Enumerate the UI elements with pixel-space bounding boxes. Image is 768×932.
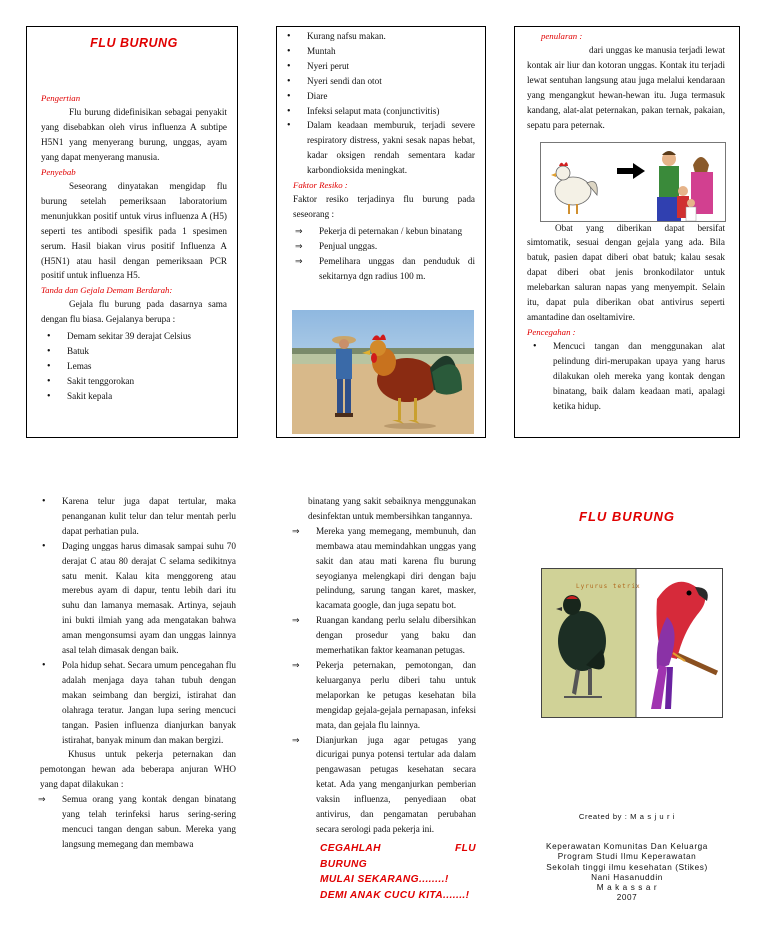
panel-pengertian	[26, 26, 238, 438]
list-item: • Kurang nafsu makan.	[281, 29, 475, 44]
symptom-list-continued	[281, 29, 475, 178]
panel-penularan	[514, 26, 740, 438]
who-recommendation-list	[36, 792, 236, 852]
chicken-to-family-illustration	[540, 142, 726, 222]
list-item: ⇒ Pemelihara unggas dan penduduk di sekitarnya dgn radius 100 m.	[281, 254, 475, 284]
pencegahan-heading: Pencegahan :	[527, 326, 576, 337]
list-item: • Mencuci tangan dan menggunakan alat pelindung diri-merupakan upaya yang harus dilakukan oleh mereka yang kontak dengan binatang, baik dalam keadaan mati, apalagi ketika hidup.	[527, 339, 725, 414]
pengobatan-text: Obat yang diberikan dapat bersifat simtomatik, sesuai dengan gejala yang ada. Bila batuk, pasien dapat diberi obat batuk; kalau sesak dapat diberi obat jenis bronkodilator untuk melebarkan saluran napas yang menyempit. Selain itu, dapat pula diberikan obat antivirus seperti amantadine dan oseltamivire.	[527, 222, 725, 322]
created-by: Created by : M a s j u r i	[578, 812, 676, 821]
parrot-drawing	[637, 569, 723, 717]
list-item: • Diare	[281, 89, 475, 104]
list-item: • Batuk	[41, 344, 227, 359]
list-item: ⇒ Semua orang yang kontak dengan binatang yang telah terinfeksi harus sering-sering mencuci tangan dengan sabun. Mereka yang langsung memegang dan membawa	[36, 792, 236, 852]
list-item: • Muntah	[281, 44, 475, 59]
slogan-line: MULAI SEKARANG........!	[320, 874, 449, 886]
list-item: • Sakit kepala	[41, 389, 227, 404]
pengertian-text: Flu burung didefinisikan sebagai penyakit yang disebabkan oleh virus influenza A subtipe H5N1 yang menyerang burung, unggas, ayam yang dapat menyerang manusia.	[41, 107, 227, 163]
list-item: • Infeksi selaput mata (conjunctivitis)	[281, 104, 475, 119]
who-recommendation-list-continued	[290, 524, 476, 837]
rooster-farmer-photo	[292, 310, 474, 434]
penularan-heading: penularan :	[541, 31, 583, 41]
slogan	[290, 841, 476, 904]
symptom-list	[41, 329, 227, 404]
faktor-heading: Faktor Resiko :	[293, 180, 348, 191]
list-item: ⇒ Mereka yang memegang, membunuh, dan membawa atau memindahkan unggas yang sakit dan atau mati karena flu burung seyogianya melengkapi diri dengan baju pelindung, sarung tangan karet, masker, kacamata google, dan juga sepatu bot.	[290, 524, 476, 613]
penyebab-text: Seseorang dinyatakan mengidap flu burung setelah pemeriksaan laboratorium menunjukkan positif untuk virus influenza A (H5) seperti tes antibodi spesifik pada 1 spesimen serum. Hasil biakan virus positif Influenza A (H5N1) atau hasil dengan pemeriksaan PCR positif untuk influenza H5.	[41, 181, 227, 281]
brochure-title: FLU BURUNG	[90, 36, 178, 50]
panel-anjuran-who	[290, 494, 476, 914]
bird-caption: Lyrurus tetrix	[576, 583, 641, 590]
list-item: • Daging unggas harus dimasak sampai suhu 70 derajat C atau 80 derajat C selama sedikitnya satu menit. Kalau kita menggoreng atau merebus ayam di dapur, tentu lebih dari itu suhu dan lamanya memasak. Artinya, sejauh ini bukti ilmiah yang ada mengatakan bahwa aman mengonsumsi ayam dan unggas lainnya asal telah dimasak dengan baik.	[36, 539, 236, 658]
penyebab-heading: Penyebab	[41, 166, 76, 177]
pencegahan-list	[527, 339, 725, 414]
credits-block	[520, 842, 734, 904]
pengertian-heading: Pengertian	[41, 93, 81, 104]
slogan-line: CEGAHLAH FLU BURUNG	[320, 842, 476, 870]
list-item: ⇒ Ruangan kandang perlu selalu dibersihkan dengan prosedur yang baku dan memerhatikan faktor keamanan petugas.	[290, 613, 476, 658]
credit-line: M a k a s s a r	[596, 883, 658, 892]
pencegahan-list-continued	[36, 494, 236, 747]
list-item: • Pola hidup sehat. Secara umum pencegahan flu adalah menjaga daya tahan tubuh dengan makan seimbang dan bergizi, istirahat dan olahraga teratur. Jangan lupa sering mencuci tangan. Pasien influenza dianjurkan banyak istirahat, banyak minum dan makan bergizi.	[36, 658, 236, 747]
khusus-text: Khusus untuk pekerja peternakan dan pemotongan hewan ada beberapa anjuran WHO yang dapat dilakukan :	[40, 749, 236, 790]
list-item: • Nyeri perut	[281, 59, 475, 74]
list-item: ⇒ Dianjurkan juga agar petugas yang dicurigai punya potensi tertular ada dalam pengawasan petugas kesehatan secara ketat. Ada yang menganjurkan pemberian vaksin influenza, penyediaan obat antivirus, dan pengamatan perubahan secara serologi pada pekerja ini.	[290, 733, 476, 837]
credit-line: Program Studi Ilmu Keperawatan	[557, 852, 697, 862]
birds-illustration	[541, 568, 723, 718]
list-item: ⇒ Pekerja di peternakan / kebun binatang	[281, 224, 475, 239]
list-item: • Sakit tenggorokan	[41, 374, 227, 389]
credit-line: Keperawatan Komunitas Dan Keluarga	[546, 842, 708, 851]
credit-line: Sekolah tinggi ilmu kesehatan (Stikes)	[546, 862, 708, 872]
list-item: • Dalam keadaan memburuk, terjadi severe respiratory distress, yakni sesak napas hebat, kadar oksigen rendah sementara kadar karbondioksida meningkat.	[281, 118, 475, 178]
tanda-text: Gejala flu burung pada dasarnya sama dengan flu biasa. Gejalanya berupa :	[41, 299, 227, 325]
slogan-line: DEMI ANAK CUCU KITA.......!	[320, 890, 470, 902]
list-item: • Lemas	[41, 359, 227, 374]
list-item: ⇒ Penjual unggas.	[281, 239, 475, 254]
credit-line: 2007	[616, 893, 638, 903]
continued-text: binatang yang sakit sebaiknya menggunakan desinfektan untuk membersihkan tangannya.	[308, 496, 476, 521]
tanda-heading: Tanda dan Gejala Demam Berdarah:	[41, 285, 173, 296]
cover-title: FLU BURUNG	[579, 509, 675, 524]
penularan-text: dari unggas ke manusia terjadi lewat kontak air liur dan kotoran unggas. Kontak itu terjadi lewat sentuhan langsung atau juga melalui kendaraan yang mengangkut hewan-hewan itu. Juga termasuk kandang, alat-alat peternakan, pakan ternak, pakaian, sepatu para peternak.	[527, 45, 725, 130]
faktor-text: Faktor resiko terjadinya flu burung pada seseorang :	[293, 194, 475, 220]
list-item: • Demam sekitar 39 derajat Celsius	[41, 329, 227, 344]
list-item: • Nyeri sendi dan otot	[281, 74, 475, 89]
faktor-list	[281, 224, 475, 284]
credit-line: Nani Hasanuddin	[591, 872, 663, 882]
panel-pencegahan-lanjutan	[36, 494, 236, 884]
list-item: ⇒ Pekerja peternakan, pemotongan, dan keluarganya perlu diberi tahu untuk melaporkan ke petugas kesehatan bila mengidap gejala-gejala pernapasan, infeksi mata, dan gejala flu lainnya.	[290, 658, 476, 733]
list-item: • Karena telur juga dapat tertular, maka penanganan kulit telur dan telur mentah perlu dapat perhatian pula.	[36, 494, 236, 539]
